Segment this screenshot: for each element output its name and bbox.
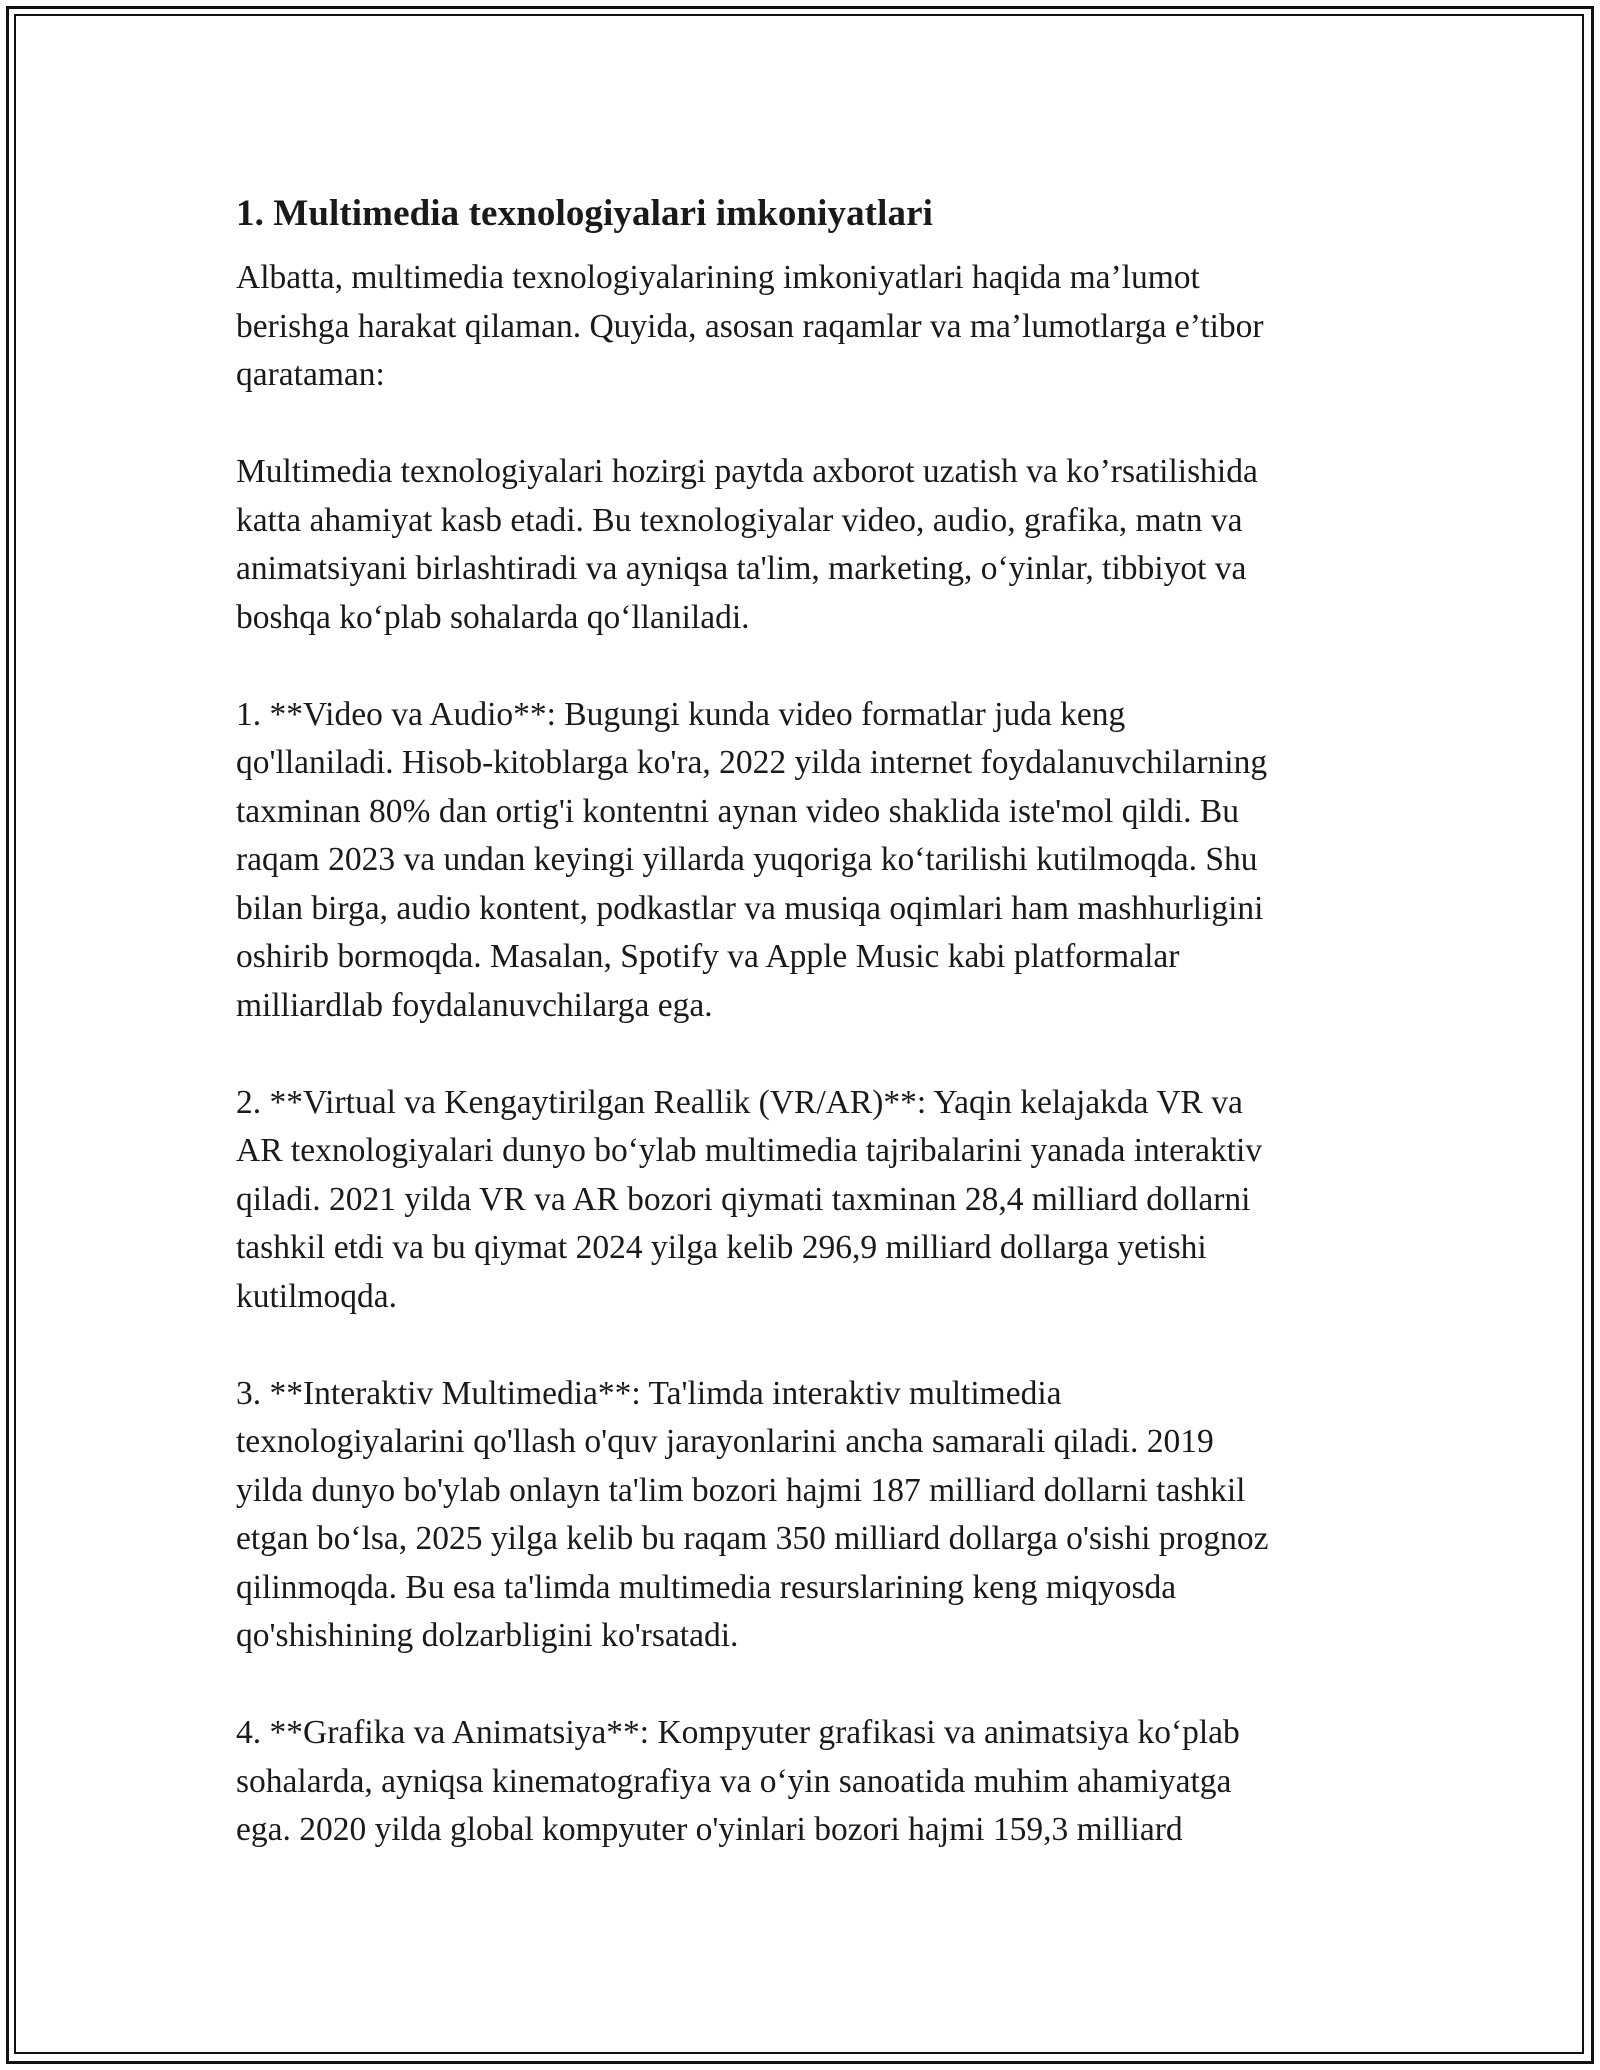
paragraph-overview: Multimedia texnologiyalari hozirgi paytda axborot uzatish va ko’rsatilishida katta ahamiyat kasb etadi. Bu texnologiyalar video, audio, grafika, matn va animatsiyani birlashtiradi va ayniqsa ta'lim, marketing, o‘yinlar, tibbiyot va boshqa ko‘plab sohalarda qo‘llaniladi. xyxy=(236,453,1258,636)
section-title: 1. Multimedia texnologiyalari imkoniyatlari xyxy=(236,193,933,234)
paragraph-interactive-multimedia: 3. **Interaktiv Multimedia**: Ta'limda interaktiv multimedia texnologiyalarini qo'llash o'quv jarayonlarini ancha samarali qiladi. 2019 yilda dunyo bo'ylab onlayn ta'lim bozori hajmi 187 milliard dollarni tashkil etgan bo‘lsa, 2025 yilga kelib bu raqam 350 milliard dollarga o'sishi prognoz qilinmoqda. Bu esa ta'limda multimedia resurslarining keng miqyosda qo'shishining dolzarbligini ko'rsatadi. xyxy=(236,1374,1269,1654)
document-page xyxy=(236,186,1376,1855)
paragraph-vr-ar: 2. **Virtual va Kengaytirilgan Reallik (VR/AR)**: Yaqin kelajakda VR va AR texnologiyalari dunyo bo‘ylab multimedia tajribalarini yanada interaktiv qiladi. 2021 yilda VR va AR bozori qiymati taxminan 28,4 milliard dollarni tashkil etdi va bu qiymat 2024 yilga kelib 296,9 milliard dollarga yetishi kutilmoqda. xyxy=(236,1083,1263,1315)
paragraph-graphics-animation: 4. **Grafika va Animatsiya**: Kompyuter grafikasi va animatsiya ko‘plab sohalarda, ayniqsa kinematografiya va o‘yin sanoatida muhim ahamiyatga ega. 2020 yilda global kompyuter o'yinlari bozori hajmi 159,3 milliard xyxy=(236,1714,1240,1848)
paragraph-video-audio: 1. **Video va Audio**: Bugungi kunda video formatlar juda keng qo'llaniladi. Hisob-kitoblarga ko'ra, 2022 yilda internet foydalanuvchilarning taxminan 80% dan ortig'i kontentni aynan video shaklida iste'mol qildi. Bu raqam 2023 va undan keyingi yillarda yuqoriga ko‘tarilishi kutilmoqda. Shu bilan birga, audio kontent, podkastlar va musiqa oqimlari ham mashhurligini oshirib bormoqda. Masalan, Spotify va Apple Music kabi platformalar milliardlab foydalanuvchilarga ega. xyxy=(236,695,1268,1024)
paragraph-intro: Albatta, multimedia texnologiyalarining imkoniyatlari haqida ma’lumot berishga harakat qilaman. Quyida, asosan raqamlar va ma’lumotlarga e’tibor qarataman: xyxy=(236,259,1264,393)
